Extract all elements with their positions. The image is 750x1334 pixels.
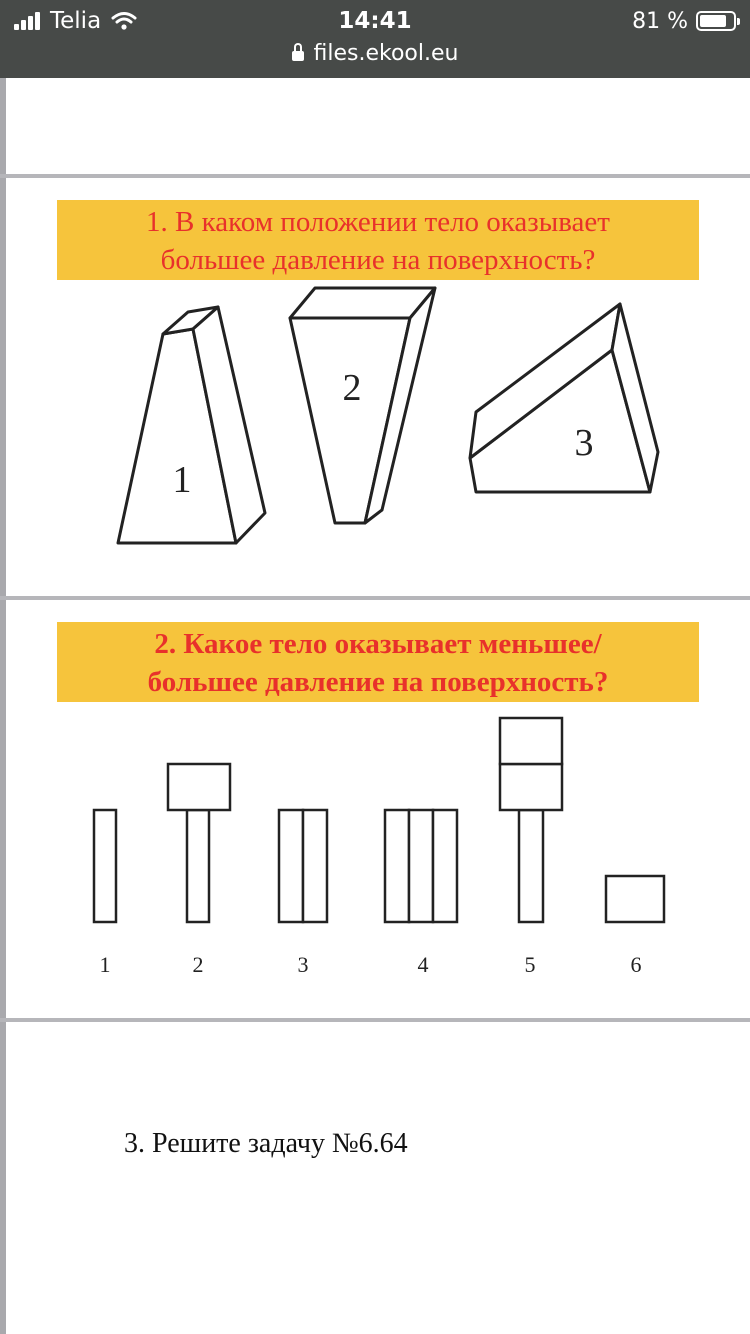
block-1-label: 1 — [172, 459, 192, 501]
body-3-label: 3 — [297, 952, 309, 977]
question-1-line-2: большее давление на поверхность? — [160, 244, 596, 276]
body-1-label: 1 — [99, 952, 111, 977]
lock-icon — [292, 51, 304, 61]
task-3-text: 3. Решите задачу №6.64 — [124, 1128, 408, 1159]
block-1-shape — [118, 307, 265, 543]
body-5-shape — [500, 718, 562, 922]
body-4-shape — [385, 810, 457, 922]
status-time: 14:41 — [338, 8, 412, 34]
question-2-line-2: большее давление на поверхность? — [147, 666, 609, 698]
question-1-banner — [57, 200, 699, 280]
body-6-shape — [606, 876, 664, 922]
battery-icon — [696, 11, 736, 31]
question-2-banner — [57, 622, 699, 702]
page-divider — [0, 174, 750, 178]
scroll-rail — [0, 78, 6, 1334]
body-4-label: 4 — [417, 952, 429, 977]
body-1-shape — [94, 810, 116, 922]
status-bar — [0, 0, 750, 78]
block-3-label: 3 — [574, 422, 594, 464]
status-right — [632, 6, 736, 36]
body-6-label: 6 — [630, 952, 642, 977]
figure-block-positions — [100, 282, 680, 562]
url-text: files.ekool.eu — [313, 40, 459, 66]
body-5-label: 5 — [524, 952, 536, 977]
page-divider — [0, 596, 750, 600]
page-divider — [0, 1018, 750, 1022]
address-bar[interactable] — [0, 38, 750, 68]
figure-body-stacks — [80, 712, 700, 992]
block-3-shape — [470, 304, 658, 492]
body-3-shape — [279, 810, 327, 922]
battery-percent: 81 % — [632, 8, 688, 34]
body-2-shape — [168, 764, 230, 922]
body-2-label: 2 — [192, 952, 204, 977]
carrier-name: Telia — [50, 8, 102, 34]
block-2-shape — [290, 288, 435, 523]
block-2-label: 2 — [342, 367, 362, 409]
question-1-line-1: 1. В каком положении тело оказывает — [146, 206, 610, 238]
question-2-line-1: 2. Какое тело оказывает меньшее/ — [154, 628, 602, 660]
